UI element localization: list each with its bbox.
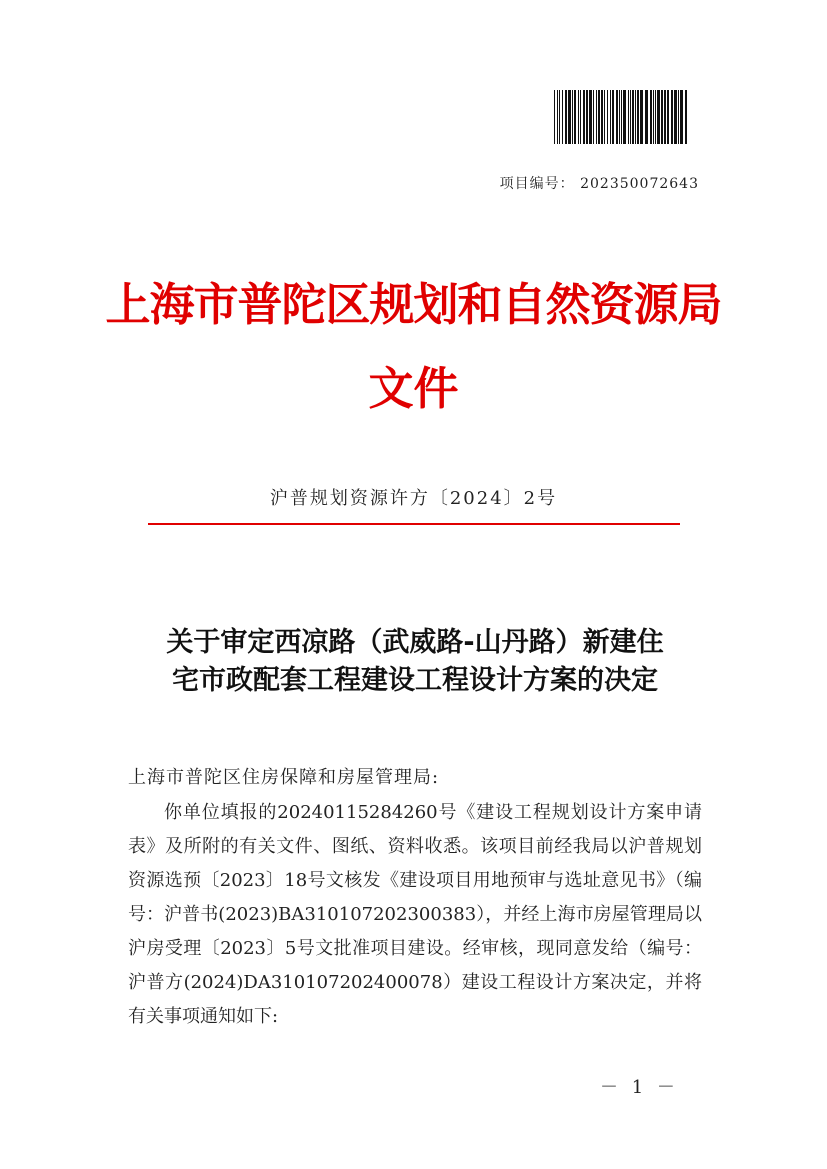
barcode-bar <box>593 90 594 144</box>
barcode-bar <box>586 90 588 144</box>
body-paragraph: 你单位填报的20240115284260号《建设工程规划设计方案申请表》及所附的有关文件、图纸、资料收悉。该项目前经我局以沪普规划资源选预〔2023〕18号文核发《建设项目用地预审与选址意见书》（编号：沪普书(2023)BA310107202300383），并经上海市房屋管理局以沪房受理〔2023〕5号文批准项目建设。经审核，现同意发给（编号：沪普方(2024)DA310107202400078）建设工程设计方案决定，并将有关事项通知如下: <box>128 802 702 1027</box>
document-title-line-2: 宅市政配套工程建设工程设计方案的决定 <box>172 665 658 696</box>
barcode-bar <box>661 90 663 144</box>
barcode-bar <box>616 90 618 144</box>
barcode-bar <box>619 90 620 144</box>
barcode-bar <box>685 90 687 144</box>
barcode-bar <box>565 90 567 144</box>
barcode-bar <box>667 90 669 144</box>
barcode-bar <box>598 90 600 144</box>
barcode-bar <box>635 90 636 144</box>
barcode-bar <box>653 90 654 144</box>
document-number: 沪普规划资源许方〔2024〕2号 <box>269 488 558 509</box>
barcode-bar <box>650 90 652 144</box>
barcode-bar <box>623 90 626 144</box>
barcode-bar <box>604 90 605 144</box>
project-number-label: 项目编号： <box>499 176 575 192</box>
barcode-bar <box>557 90 558 144</box>
barcode-bar <box>640 90 643 144</box>
document-title-line-1: 关于审定西凉路（武威路-山丹路）新建住 <box>166 627 664 658</box>
barcode-bar <box>572 90 573 144</box>
barcode-bar <box>559 90 560 144</box>
barcode-bar <box>601 90 603 144</box>
body-text <box>128 796 702 1034</box>
project-number <box>500 173 699 193</box>
barcode-bar <box>578 90 579 144</box>
barcode-bar <box>674 90 677 144</box>
barcode-bar <box>632 90 634 144</box>
barcode-bar <box>589 90 592 144</box>
barcode-bar <box>655 90 656 144</box>
barcode-bar <box>562 90 563 144</box>
barcode-bar <box>680 90 683 144</box>
barcode-bar <box>678 90 679 144</box>
barcode-bar <box>554 90 555 144</box>
barcode-bar <box>612 90 614 144</box>
barcode-bar <box>607 90 608 144</box>
barcode-bar <box>637 90 639 144</box>
barcode-bar <box>630 90 631 144</box>
red-divider-line <box>148 523 680 525</box>
barcode-bar <box>596 90 597 144</box>
barcode-image <box>554 90 690 144</box>
barcode-bar <box>621 90 622 144</box>
document-title <box>120 624 710 700</box>
barcode-bar <box>645 90 648 144</box>
issuing-organization-name: 上海市普陀区规划和自然资源局 <box>105 278 722 331</box>
barcode-bar <box>583 90 585 144</box>
addressee: 上海市普陀区住房保障和房屋管理局: <box>128 767 440 788</box>
barcode-bar <box>610 90 611 144</box>
barcode-bar <box>664 90 666 144</box>
barcode-bar <box>580 90 581 144</box>
barcode-bar <box>628 90 629 144</box>
page-number: － 1 － <box>600 1077 679 1098</box>
barcode-bar <box>568 90 571 144</box>
document-type-heading: 文件 <box>368 362 459 415</box>
barcode-bar <box>671 90 673 144</box>
barcode-bar <box>657 90 660 144</box>
project-number-value: 202350072643 <box>580 176 699 192</box>
barcode-bar <box>574 90 576 144</box>
